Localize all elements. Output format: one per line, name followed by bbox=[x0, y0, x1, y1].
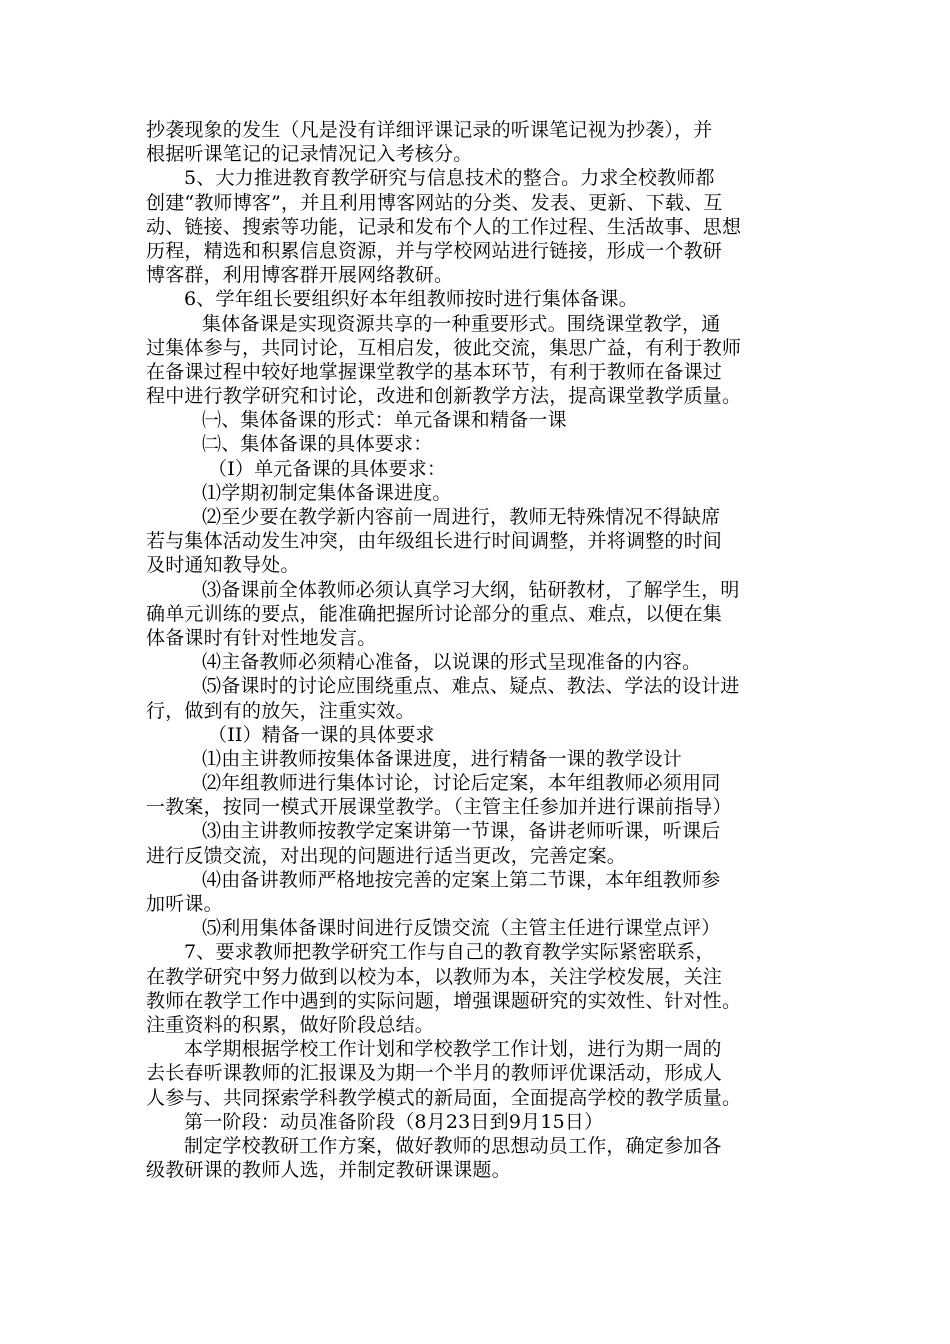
text-line: 6、学年组长要组织好本年组教师按时进行集体备课。 bbox=[184, 288, 638, 311]
text-line: （I）单元备课的具体要求： bbox=[208, 457, 447, 480]
text-line: 程中进行教学研究和讨论，改进和创新教学方法，提高课堂教学质量。 bbox=[146, 385, 742, 408]
text-line: ⑷主备教师必须精心准备，以说课的形式呈现准备的内容。 bbox=[202, 651, 702, 674]
text-line: 人参与、共同探索学科教学模式的新局面，全面提高学校的教学质量。 bbox=[146, 1086, 742, 1109]
text-line: ⑴由主讲教师按集体备课进度，进行精备一课的教学设计 bbox=[202, 747, 683, 770]
text-line: 博客群，利用博客群开展网络教研。 bbox=[146, 264, 454, 287]
text-line: 根据听课笔记的记录情况记入考核分。 bbox=[146, 143, 473, 166]
text-line: ⑸备课时的讨论应围绕重点、难点、疑点、教法、学法的设计进 bbox=[202, 675, 740, 698]
text-line: 创建“教师博客”，并且利用博客网站的分类、发表、更新、下载、互 bbox=[146, 191, 723, 214]
text-line: 教师在教学工作中遇到的实际问题，增强课题研究的实效性、针对性。 bbox=[146, 989, 742, 1012]
text-line: 本学期根据学校工作计划和学校教学工作计划，进行为期一周的 bbox=[184, 1038, 722, 1061]
text-line: ⑶备课前全体教师必须认真学习大纲，钻研教材，了解学生，明 bbox=[202, 578, 740, 601]
text-line: ⑶由主讲教师按教学定案讲第一节课，备讲老师听课，听课后 bbox=[202, 820, 721, 843]
text-line: 注重资料的积累，做好阶段总结。 bbox=[146, 1013, 435, 1036]
text-line: ㈠、集体备课的形式：单元备课和精备一课 bbox=[202, 409, 567, 432]
text-line: 及时通知教导处。 bbox=[146, 554, 300, 577]
text-line: 行，做到有的放矢，注重实效。 bbox=[146, 699, 415, 722]
text-line: 加听课。 bbox=[146, 893, 223, 915]
text-line: 制定学校教研工作方案，做好教师的思想动员工作，确定参加各 bbox=[184, 1134, 722, 1157]
text-line: 确单元训练的要点，能准确把握所讨论部分的重点、难点，以便在集 bbox=[146, 602, 723, 625]
text-line: 集体备课是实现资源共享的一种重要形式。围绕课堂教学，通 bbox=[202, 312, 721, 335]
text-line: ⑸利用集体备课时间进行反馈交流（主管主任进行课堂点评） bbox=[202, 917, 721, 940]
text-line: 动、链接、搜索等功能，记录和发布个人的工作过程、生活故事、思想 bbox=[146, 215, 742, 238]
text-line: 抄袭现象的发生（凡是没有详细评课记录的听课笔记视为抄袭），并 bbox=[146, 119, 713, 141]
text-line: 体备课时有针对性地发言。 bbox=[146, 626, 377, 649]
document-body bbox=[146, 118, 814, 1182]
text-line: ⑷由备讲教师严格地按完善的定案上第二节课，本年组教师参 bbox=[202, 868, 721, 891]
text-line: （II）精备一课的具体要求 bbox=[208, 723, 435, 746]
text-line: ⑵至少要在教学新内容前一周进行，教师无特殊情况不得缺席 bbox=[202, 506, 721, 528]
text-line: 进行反馈交流，对出现的问题进行适当更改，完善定案。 bbox=[146, 844, 627, 867]
text-line: 7、要求教师把教学研究工作与自己的教育教学实际紧密联系， bbox=[184, 941, 715, 964]
text-line: 历程，精选和积累信息资源，并与学校网站进行链接，形成一个教研 bbox=[146, 239, 723, 262]
text-line: 级教研课的教师人选，并制定教研课课题。 bbox=[146, 1159, 511, 1182]
text-line: 在备课过程中较好地掌握课堂教学的基本环节，有利于教师在备课过 bbox=[146, 360, 723, 383]
text-line: 一教案，按同一模式开展课堂教学。（主管主任参加并进行课前指导） bbox=[146, 796, 732, 819]
text-line: 过集体参与，共同讨论，互相启发，彼此交流，集思广益，有利于教师 bbox=[146, 336, 742, 359]
text-line: ㈡、集体备课的具体要求： bbox=[202, 433, 433, 456]
text-line: 去长春听课教师的汇报课及为期一个半月的教师评优课活动，形成人 bbox=[146, 1062, 723, 1085]
text-line: 第一阶段：动员准备阶段（8月23日到9月15日） bbox=[184, 1110, 604, 1133]
text-line: 5、大力推进教育教学研究与信息技术的整合。力求全校教师都 bbox=[184, 167, 715, 190]
text-line: ⑴学期初制定集体备课进度。 bbox=[202, 481, 452, 504]
text-line: 在教学研究中努力做到以校为本，以教师为本，关注学校发展，关注 bbox=[146, 965, 723, 988]
text-line: 若与集体活动发生冲突，由年级组长进行时间调整，并将调整的时间 bbox=[146, 530, 723, 553]
text-line: ⑵年组教师进行集体讨论，讨论后定案，本年组教师必须用同 bbox=[202, 772, 721, 795]
